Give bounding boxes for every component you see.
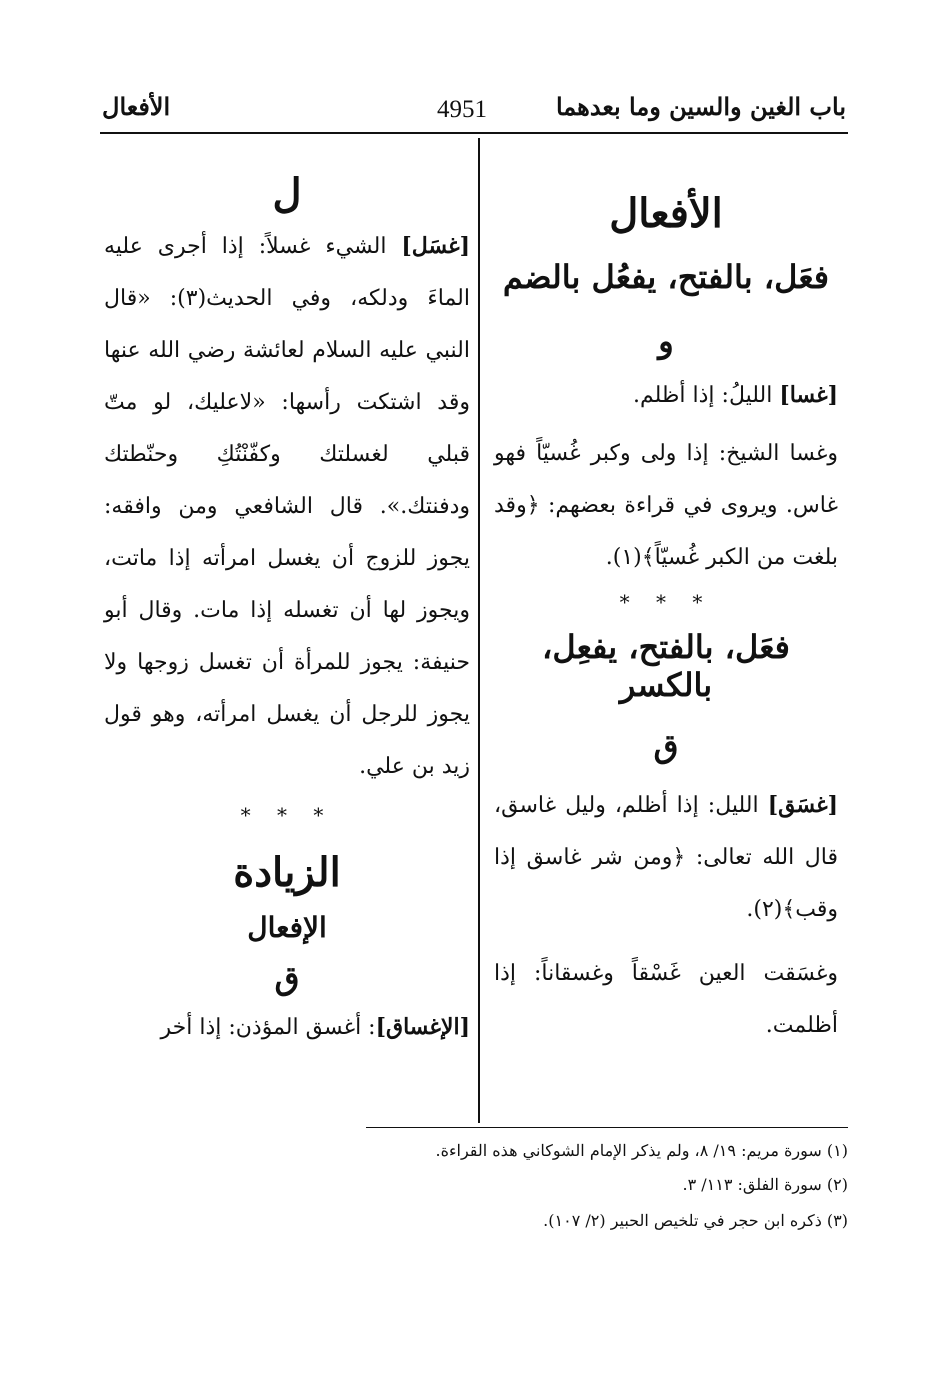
footnote-1: (١) سورة مريم: ١٩/ ٨، ولم يذكر الإمام الشوكاني هذه القراءة. <box>435 1141 848 1160</box>
paragraph-ghasa-shaykh: وغسا الشيخ: إذا ولى وكبر غُسيّاً فهو غاس. ويروى في قراءة بعضهم: ﴿وقد بلغت من الكبر غُسيّاً﴾(١). <box>494 440 838 570</box>
right-column <box>494 190 838 1052</box>
running-header-left: الأفعال <box>102 92 171 121</box>
letter-heading-2: ق <box>653 726 679 765</box>
entry-text: الشيء غسلاً: إذا أجرى عليه الماءَ ودلكه، وفي الحديث(٣): «قال النبي عليه السلام لعائشة رضي الله عنها وقد اشتكت رأسها: «لاعليك، لو متّ قبلي لغسلتك وكفّنْتُكِ وحنّطتك ودفنتك.». قال الشافعي ومن وافقه: يجوز للزوج أن يغسل امرأته إذا ماتت، ويجوز لها أن تغسله إذا مات. وقال أبو حنيفة: يجوز للمرأة أن تغسل زوجها ولا يجوز للرجل أن يغسل امرأته، وهو قول زيد بن علي. <box>104 234 470 779</box>
entry-term: [غسا] <box>779 381 838 408</box>
left-column <box>104 170 470 1054</box>
entry-text: الليلُ: إذا أظلم. <box>632 382 780 408</box>
entry-text: : أغسق المؤذن: إذا أخر <box>160 1014 376 1040</box>
heading-ziyada: الزيادة <box>233 849 341 896</box>
entry-term: [غسَق] <box>767 791 838 818</box>
separator-stars: * * * <box>240 803 334 827</box>
pattern-heading-2: فعَل، بالفتح، يفعِل، بالكسر <box>542 627 790 705</box>
section-heading-main: الأفعال <box>609 190 723 237</box>
entry-ghasaq <box>494 779 838 936</box>
entry-term: [غسَل] <box>401 233 470 259</box>
letter-heading-1: و <box>658 322 674 361</box>
column-divider <box>478 138 480 1123</box>
separator-stars: * * * <box>619 589 713 614</box>
page-number: 4951 <box>437 96 487 123</box>
entry-ighsaq <box>104 1001 470 1054</box>
running-header-right: باب الغين والسين وما بعدهما <box>555 92 846 121</box>
letter-heading-lam: ل <box>272 170 302 217</box>
header-rule <box>100 132 848 134</box>
heading-ifal: الإفعال <box>247 911 327 944</box>
footnote-rule <box>366 1127 848 1128</box>
entry-text: الليل: إذا أظلم، وليل غاسق، قال الله تعالى: ﴿ومن شر غاسق إذا وقب﴾(٢). <box>494 792 838 922</box>
footnote-3: (٣) ذكره ابن حجر في تلخيص الحبير (٢/ ١٠٧). <box>543 1211 848 1230</box>
paragraph-ghasaqat: وغسَقت العين غَسْقاً وغسقاناً: إذا أظلمت. <box>494 960 838 1038</box>
pattern-heading-1: فعَل، بالفتح، يفعُل بالضم <box>502 258 830 296</box>
entry-ghasal <box>104 220 470 793</box>
entry-term: [الإغساق] <box>375 1013 470 1040</box>
entry-ghasa <box>494 369 838 422</box>
footnote-2: (٢) سورة الفلق: ١١٣/ ٣. <box>682 1175 848 1194</box>
letter-heading-qaf: ق <box>274 958 300 997</box>
